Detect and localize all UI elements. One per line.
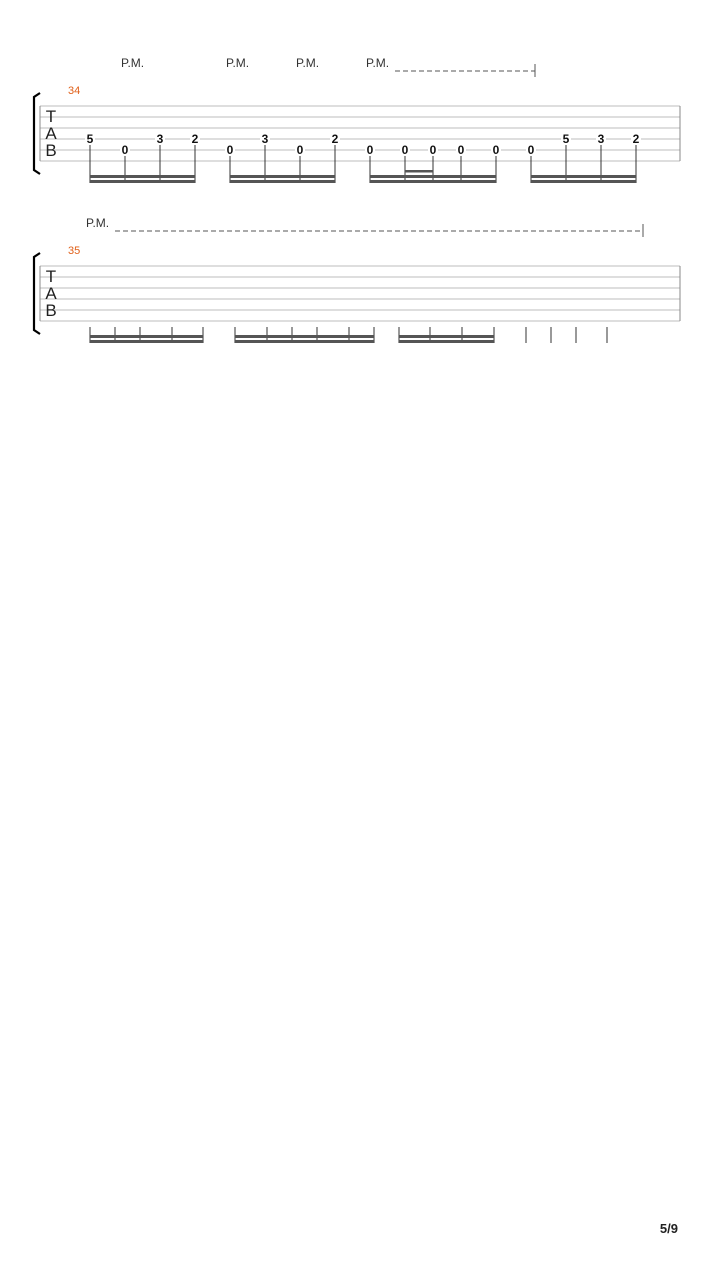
fret-number: 0 <box>492 143 500 157</box>
beam-secondary <box>370 175 496 178</box>
tab-clef-letter: T <box>45 267 57 286</box>
beam-primary <box>531 180 636 183</box>
fret-number: 2 <box>632 132 640 146</box>
tab-clef-letter: A <box>45 124 57 143</box>
system-35 <box>34 216 680 343</box>
annotation-label: P.M. <box>366 56 390 70</box>
beam-secondary <box>235 335 374 338</box>
fret-number: 0 <box>527 143 535 157</box>
tab-clef-letter: B <box>45 301 57 320</box>
fret-number: 3 <box>261 132 269 146</box>
measure-number: 34 <box>68 85 81 97</box>
fret-number: 3 <box>597 132 605 146</box>
annotation-label: P.M. <box>296 56 320 70</box>
fret-number: 5 <box>562 132 570 146</box>
fret-number: 0 <box>296 143 304 157</box>
beam-tertiary <box>405 170 433 173</box>
annotation-label: P.M. <box>86 216 110 230</box>
system-bracket <box>34 253 40 334</box>
annotation-label: P.M. <box>121 56 145 70</box>
beam-primary <box>230 180 335 183</box>
fret-number: 2 <box>191 132 199 146</box>
system-34 <box>34 56 680 183</box>
fret-number: 0 <box>401 143 409 157</box>
beam-primary <box>90 180 195 183</box>
beam-secondary <box>90 175 195 178</box>
beam-secondary <box>399 335 494 338</box>
measure-number: 35 <box>68 245 81 257</box>
fret-number: 0 <box>429 143 437 157</box>
fret-number: 2 <box>331 132 339 146</box>
fret-number: 0 <box>366 143 374 157</box>
beam-primary <box>235 340 374 343</box>
beam-primary <box>90 340 203 343</box>
tab-clef-letter: A <box>45 284 57 303</box>
system-bracket <box>34 93 40 174</box>
page-number: 5/9 <box>659 1221 678 1236</box>
tab-clef-letter: B <box>45 141 57 160</box>
beam-secondary <box>531 175 636 178</box>
fret-number: 5 <box>86 132 94 146</box>
fret-number: 0 <box>121 143 129 157</box>
beam-secondary <box>230 175 335 178</box>
beam-primary <box>370 180 496 183</box>
tab-clef-letter: T <box>45 107 57 126</box>
beam-primary <box>399 340 494 343</box>
fret-number: 3 <box>156 132 164 146</box>
fret-number: 0 <box>226 143 234 157</box>
annotation-label: P.M. <box>226 56 250 70</box>
beam-secondary <box>90 335 203 338</box>
fret-number: 0 <box>457 143 465 157</box>
